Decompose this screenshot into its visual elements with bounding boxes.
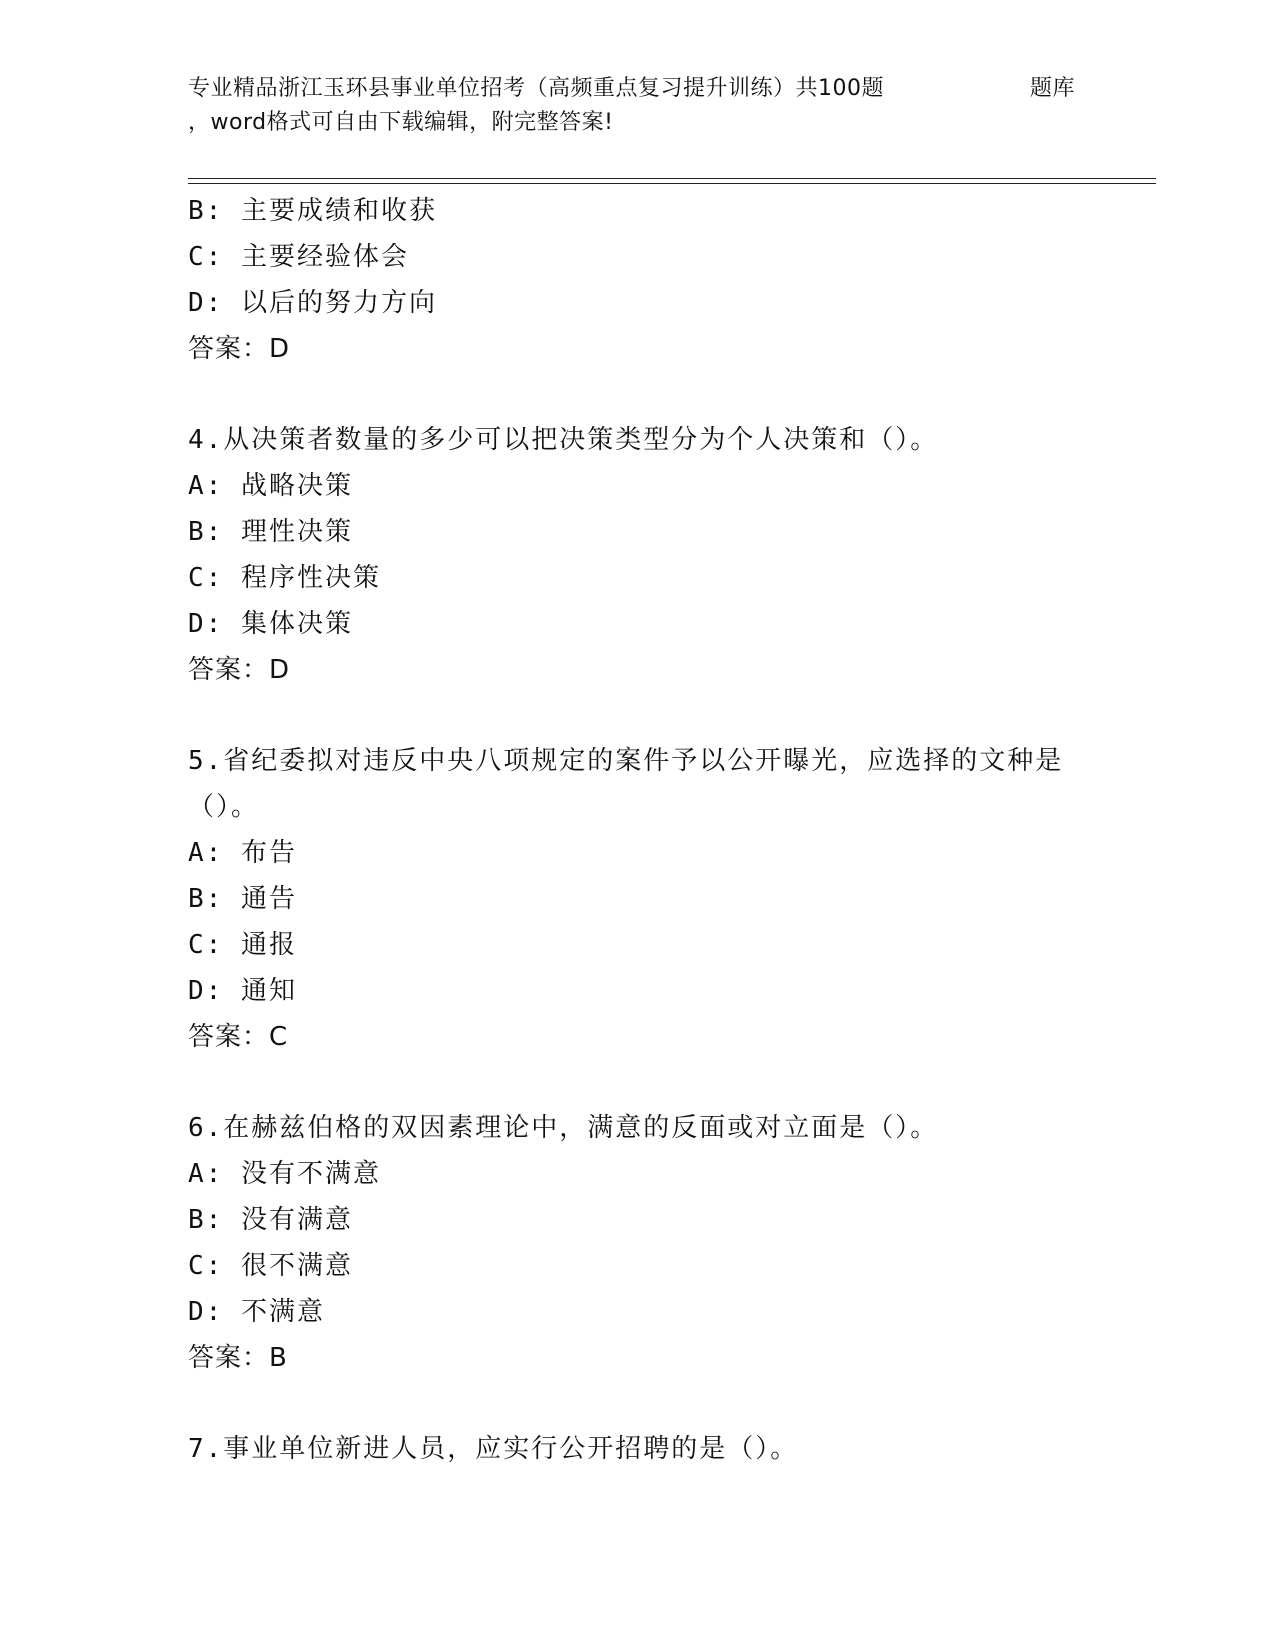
- header-divider-top: [188, 178, 1156, 179]
- answer: 答案：C: [188, 1022, 289, 1052]
- question-text: 7.事业单位新进人员，应实行公开招聘的是（）。: [188, 1434, 799, 1464]
- question-list: [188, 188, 1088, 1472]
- option-b: B: 没有满意: [188, 1205, 353, 1235]
- document-title: 专业精品浙江玉环县事业单位招考（高频重点复习提升训练）共100题: [188, 76, 884, 101]
- option-b: B: 主要成绩和收获: [188, 196, 437, 226]
- answer: 答案：B: [188, 1343, 288, 1373]
- option-a: A: 布告: [188, 838, 297, 868]
- answer: 答案：D: [188, 334, 291, 364]
- question-block-4: [188, 417, 1088, 693]
- header-line: [188, 72, 1148, 106]
- option-d: D: 集体决策: [188, 609, 353, 639]
- answer: 答案：D: [188, 655, 291, 685]
- question-block-6: [188, 1105, 1088, 1381]
- question-text: 6.在赫兹伯格的双因素理论中，满意的反面或对立面是（）。: [188, 1113, 939, 1143]
- option-a: A: 没有不满意: [188, 1159, 381, 1189]
- option-d: D: 以后的努力方向: [188, 288, 437, 318]
- question-text: 5.省纪委拟对违反中央八项规定的案件予以公开曝光，应选择的文种是（）。: [188, 746, 1064, 822]
- question-text: 4.从决策者数量的多少可以把决策类型分为个人决策和（）。: [188, 425, 939, 455]
- question-block-continued: [188, 188, 1088, 372]
- option-a: A: 战略决策: [188, 471, 353, 501]
- question-block-7: [188, 1426, 1088, 1472]
- header-divider-bottom: [188, 183, 1156, 184]
- option-c: C: 主要经验体会: [188, 242, 409, 272]
- option-c: C: 通报: [188, 930, 297, 960]
- document-subtitle: ，word格式可自由下载编辑，附完整答案!: [188, 110, 614, 135]
- option-b: B: 通告: [188, 884, 297, 914]
- option-b: B: 理性决策: [188, 517, 353, 547]
- option-d: D: 通知: [188, 976, 297, 1006]
- question-block-5: [188, 738, 1088, 1060]
- header-right-label: 题库: [1030, 76, 1076, 101]
- page-header: [188, 72, 1148, 140]
- option-d: D: 不满意: [188, 1297, 325, 1327]
- option-c: C: 程序性决策: [188, 563, 381, 593]
- option-c: C: 很不满意: [188, 1251, 353, 1281]
